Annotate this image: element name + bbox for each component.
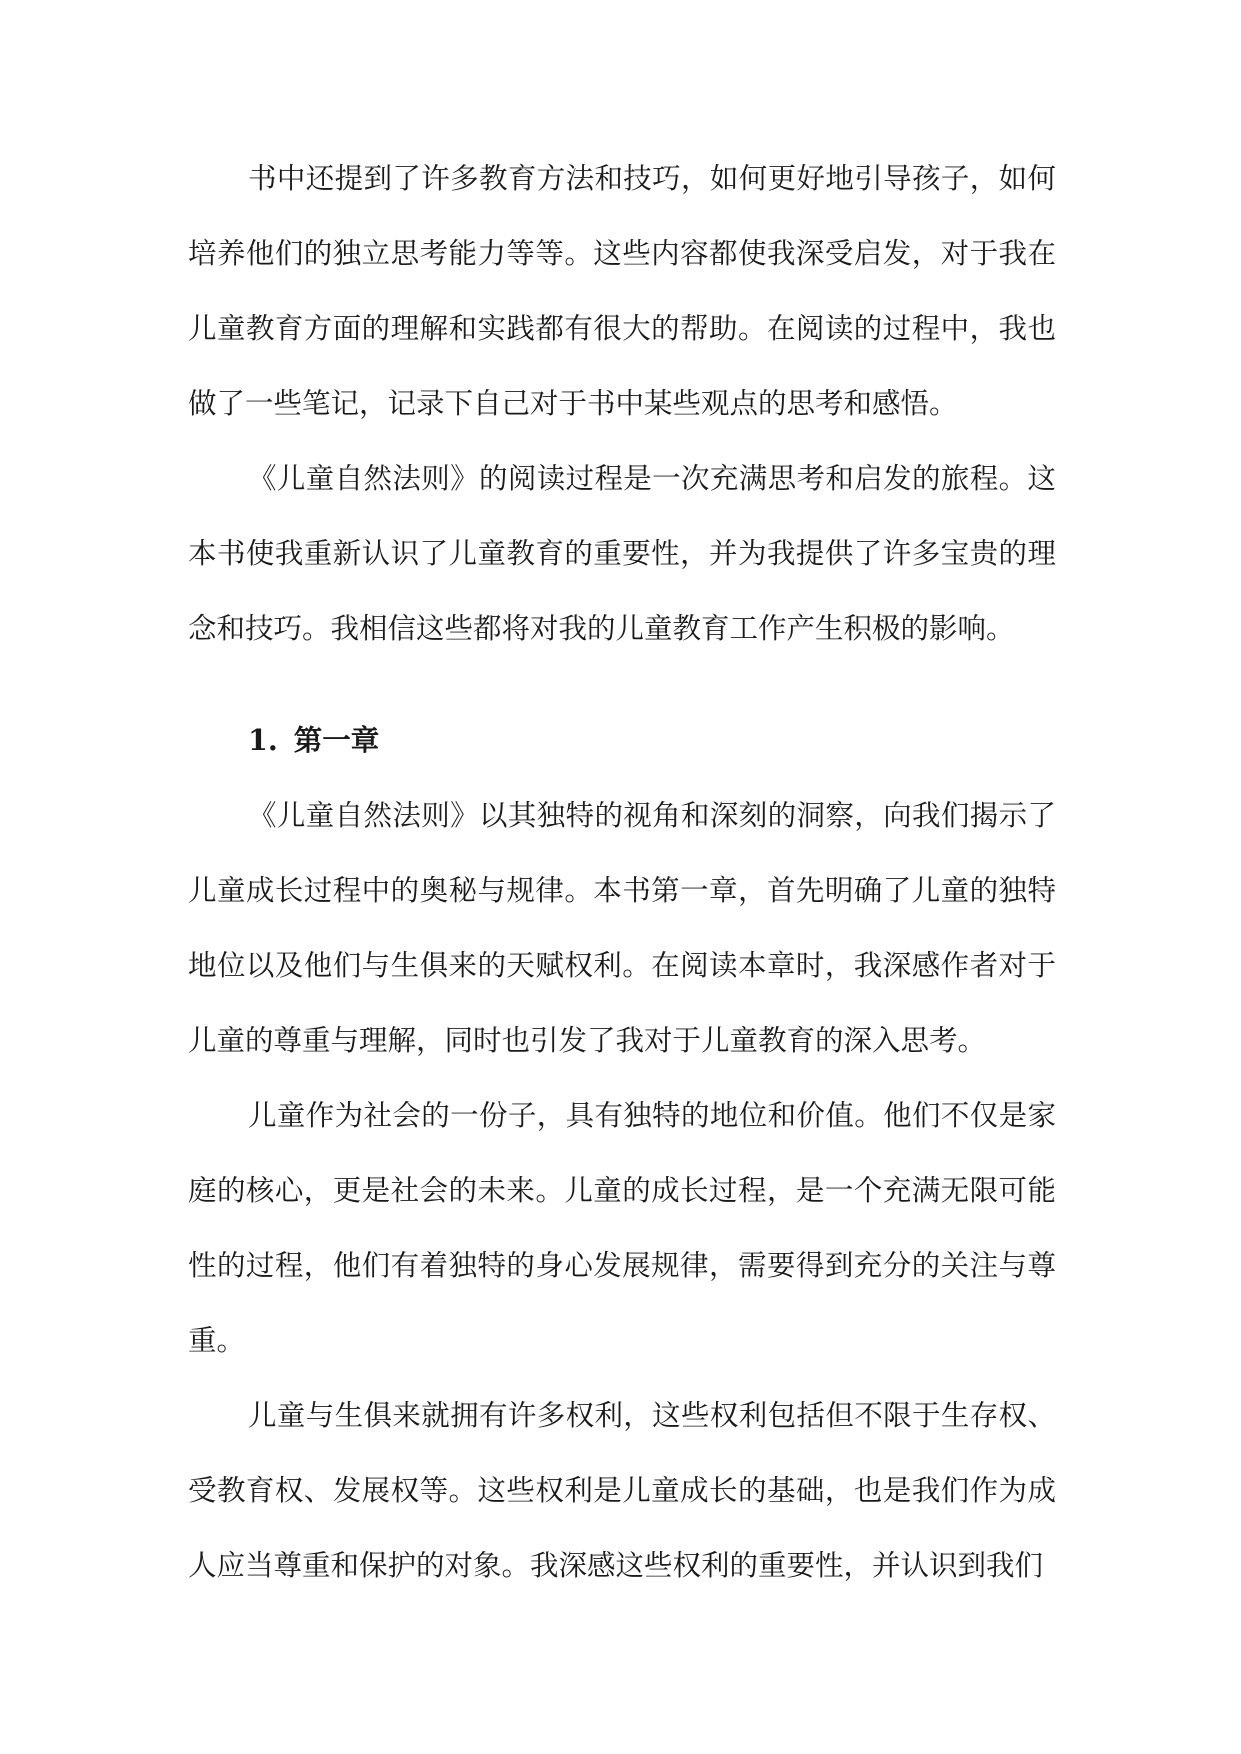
paragraph-chapter-intro: 《儿童自然法则》以其独特的视角和深刻的洞察，向我们揭示了儿童成长过程中的奥秘与规律。本书第一章，首先明确了儿童的独特地位以及他们与生俱来的天赋权利。在阅读本章时，我深感作者对于儿童的尊重与理解，同时也引发了我对于儿童教育的深入思考。 bbox=[188, 799, 1056, 1057]
paragraph-child-rights: 儿童与生俱来就拥有许多权利，这些权利包括但不限于生存权、受教育权、发展权等。这些权利是儿童成长的基础，也是我们作为成人应当尊重和保护的对象。我深感这些权利的重要性，并认识到我们 bbox=[188, 1399, 1056, 1582]
document-body bbox=[188, 141, 1056, 1603]
paragraph-education-methods: 书中还提到了许多教育方法和技巧，如何更好地引导孩子，如何培养他们的独立思考能力等等。这些内容都使我深受启发，对于我在儿童教育方面的理解和实践都有很大的帮助。在阅读的过程中，我也做了一些笔记，记录下自己对于书中某些观点的思考和感悟。 bbox=[188, 162, 1056, 420]
paragraph-child-status: 儿童作为社会的一份子，具有独特的地位和价值。他们不仅是家庭的核心，更是社会的未来。儿童的成长过程，是一个充满无限可能性的过程，他们有着独特的身心发展规律，需要得到充分的关注与尊重。 bbox=[188, 1099, 1056, 1357]
chapter-title: 第一章 bbox=[293, 723, 380, 757]
chapter-number: 1. bbox=[248, 723, 278, 757]
chapter-heading bbox=[188, 703, 1056, 778]
paragraph-reading-journey: 《儿童自然法则》的阅读过程是一次充满思考和启发的旅程。这本书使我重新认识了儿童教育的重要性，并为我提供了许多宝贵的理念和技巧。我相信这些都将对我的儿童教育工作产生积极的影响。 bbox=[188, 462, 1056, 645]
